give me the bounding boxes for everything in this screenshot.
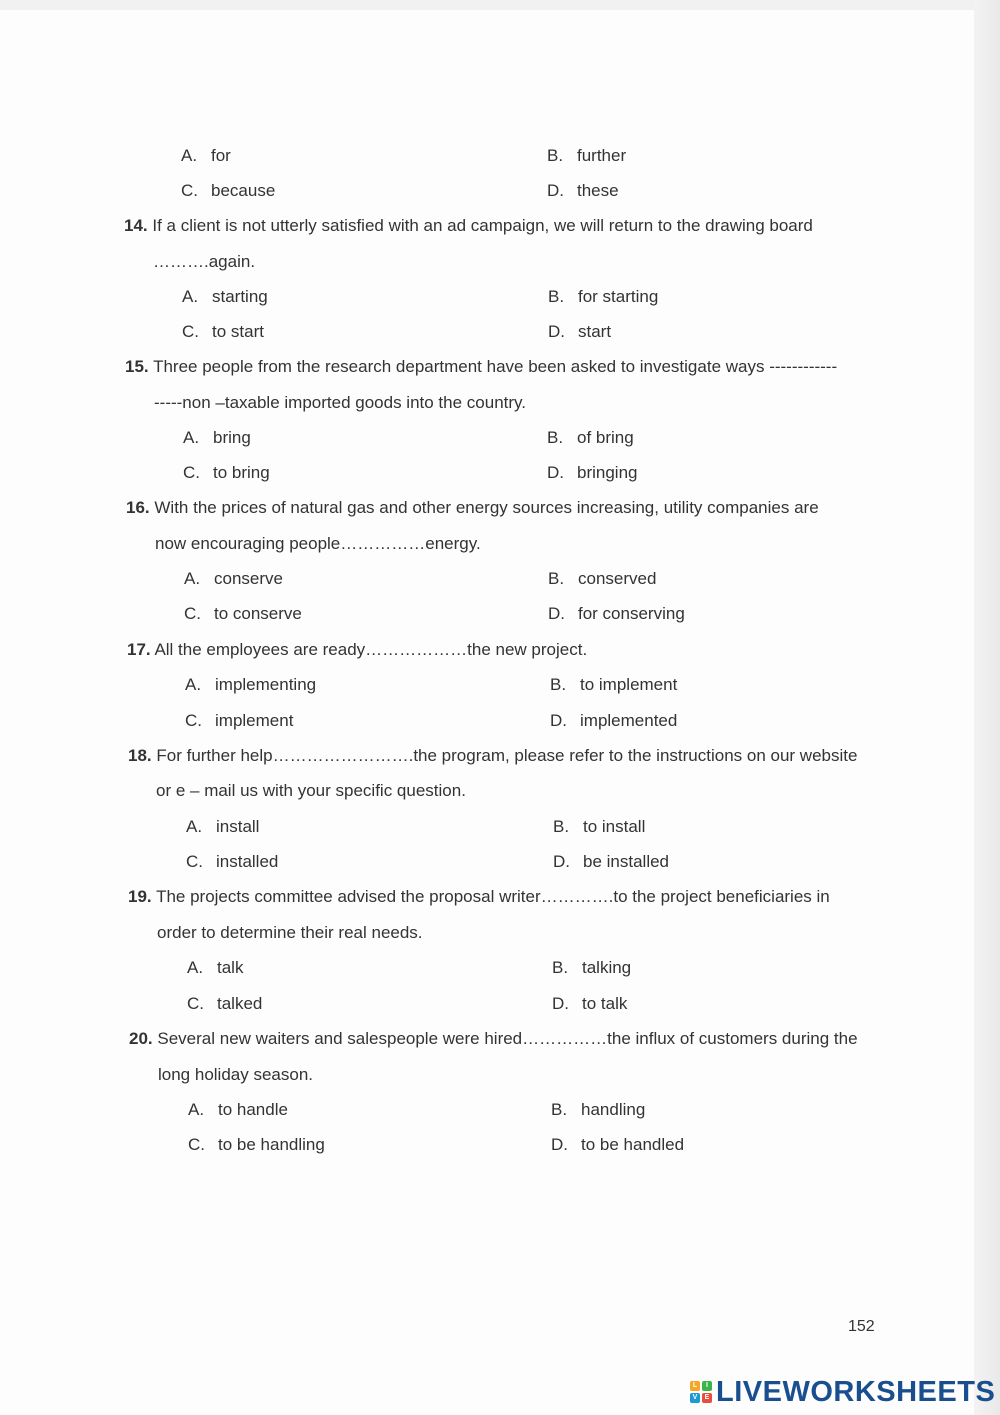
option-text: conserved xyxy=(578,569,657,588)
q15-option-c[interactable] xyxy=(183,462,270,484)
option-letter: D. xyxy=(552,994,569,1013)
q13-option-a[interactable] xyxy=(181,145,231,167)
q13-option-b[interactable] xyxy=(547,145,626,167)
question-number: 15. xyxy=(125,357,149,376)
q16-option-a[interactable] xyxy=(184,568,283,590)
option-text: starting xyxy=(212,287,268,306)
option-text: handling xyxy=(581,1100,646,1119)
q16-option-c[interactable] xyxy=(184,603,302,625)
option-letter: B. xyxy=(553,817,570,836)
page-number: 152 xyxy=(848,1318,875,1335)
option-letter: C. xyxy=(188,1135,205,1154)
q19-option-a[interactable] xyxy=(187,957,243,979)
q15-option-b[interactable] xyxy=(547,427,634,449)
option-letter: D. xyxy=(548,604,565,623)
question-text: If a client is not utterly satisfied with an ad campaign, we will return to the drawing board xyxy=(152,216,813,235)
question-17-line-1 xyxy=(127,639,587,661)
option-text: talked xyxy=(217,994,263,1013)
question-16-line-2: now encouraging people……………energy. xyxy=(155,534,481,553)
option-letter: C. xyxy=(181,181,198,200)
question-text: For further help…………………….the program, please refer to the instructions on our website xyxy=(156,746,858,765)
logo-text: LIVEWORKSHEETS xyxy=(716,1375,996,1408)
option-letter: B. xyxy=(548,287,565,306)
q13-option-d[interactable] xyxy=(547,180,619,202)
option-text: of bring xyxy=(577,428,634,447)
question-text: All the employees are ready………………the new project. xyxy=(154,640,588,659)
option-text: bringing xyxy=(577,463,638,482)
option-text: to be handled xyxy=(581,1135,685,1154)
q15-option-d[interactable] xyxy=(547,462,638,484)
liveworksheets-logo[interactable] xyxy=(690,1374,995,1410)
option-letter: D. xyxy=(547,463,564,482)
option-letter: A. xyxy=(184,569,201,588)
question-text: With the prices of natural gas and other energy sources increasing, utility companies are xyxy=(154,498,819,517)
question-text: Three people from the research department have been asked to investigate ways ------------ xyxy=(153,357,838,376)
option-text: to be handling xyxy=(218,1135,325,1154)
option-letter: C. xyxy=(187,994,204,1013)
option-letter: C. xyxy=(186,852,203,871)
option-letter: D. xyxy=(550,711,567,730)
q17-option-d[interactable] xyxy=(550,710,677,732)
option-letter: A. xyxy=(183,428,200,447)
scan-edge-right xyxy=(974,0,1000,1415)
liveworksheets-mark-icon xyxy=(690,1381,712,1403)
option-letter: B. xyxy=(548,569,565,588)
option-text: implementing xyxy=(215,675,317,694)
option-letter: D. xyxy=(547,181,564,200)
option-text: for xyxy=(211,146,231,165)
q14-option-a[interactable] xyxy=(182,286,268,308)
option-text: for conserving xyxy=(578,604,685,623)
q16-option-b[interactable] xyxy=(548,568,656,590)
option-letter: A. xyxy=(187,958,204,977)
option-letter: C. xyxy=(183,463,200,482)
q20-option-b[interactable] xyxy=(551,1099,645,1121)
option-letter: C. xyxy=(184,604,201,623)
option-letter: A. xyxy=(186,817,203,836)
q18-option-b[interactable] xyxy=(553,816,645,838)
q14-option-d[interactable] xyxy=(548,321,611,343)
q13-option-c[interactable] xyxy=(181,180,275,202)
option-text: implemented xyxy=(580,711,678,730)
option-letter: B. xyxy=(550,675,567,694)
option-text: these xyxy=(577,181,619,200)
q19-option-c[interactable] xyxy=(187,993,262,1015)
option-text: be installed xyxy=(583,852,670,871)
option-text: to bring xyxy=(213,463,270,482)
q17-option-a[interactable] xyxy=(185,674,316,696)
q17-option-c[interactable] xyxy=(185,710,293,732)
option-text: to start xyxy=(212,322,264,341)
mark-tile-e: E xyxy=(702,1393,712,1403)
q16-option-d[interactable] xyxy=(548,603,685,625)
question-16-line-1 xyxy=(126,497,819,519)
question-14-line-1 xyxy=(124,215,813,237)
option-letter: B. xyxy=(547,146,564,165)
option-letter: B. xyxy=(547,428,564,447)
question-number: 20. xyxy=(129,1029,153,1048)
q18-option-c[interactable] xyxy=(186,851,278,873)
option-text: bring xyxy=(213,428,251,447)
option-letter: C. xyxy=(185,711,202,730)
question-number: 14. xyxy=(124,216,148,235)
question-19-line-1 xyxy=(128,886,830,908)
question-number: 17. xyxy=(127,640,151,659)
option-letter: A. xyxy=(182,287,199,306)
option-letter: D. xyxy=(548,322,565,341)
question-20-line-1 xyxy=(129,1028,858,1050)
q20-option-c[interactable] xyxy=(188,1134,325,1156)
option-text: to implement xyxy=(580,675,678,694)
option-letter: A. xyxy=(185,675,202,694)
option-text: for starting xyxy=(578,287,659,306)
scan-edge-top xyxy=(0,0,1000,10)
option-letter: A. xyxy=(188,1100,205,1119)
question-number: 16. xyxy=(126,498,150,517)
option-letter: B. xyxy=(552,958,569,977)
option-text: to conserve xyxy=(214,604,302,623)
q18-option-a[interactable] xyxy=(186,816,259,838)
option-letter: D. xyxy=(553,852,570,871)
question-number: 18. xyxy=(128,746,152,765)
option-text: install xyxy=(216,817,260,836)
option-letter: A. xyxy=(181,146,198,165)
q14-option-b[interactable] xyxy=(548,286,658,308)
question-18-line-1 xyxy=(128,745,857,767)
option-text: installed xyxy=(216,852,279,871)
question-14-line-2: ……….again. xyxy=(153,252,256,271)
option-text: talk xyxy=(217,958,244,977)
option-text: to install xyxy=(583,817,646,836)
q19-option-d[interactable] xyxy=(552,993,627,1015)
q20-option-d[interactable] xyxy=(551,1134,684,1156)
option-text: conserve xyxy=(214,569,283,588)
question-20-line-2: long holiday season. xyxy=(158,1065,314,1084)
q15-option-a[interactable] xyxy=(183,427,251,449)
option-text: to handle xyxy=(218,1100,288,1119)
question-text: Several new waiters and salespeople were hired……………the influx of customers during the xyxy=(157,1029,858,1048)
q17-option-b[interactable] xyxy=(550,674,677,696)
question-number: 19. xyxy=(128,887,152,906)
mark-tile-i: I xyxy=(702,1381,712,1391)
question-15-line-2: -----non –taxable imported goods into the country. xyxy=(154,393,526,412)
option-letter: C. xyxy=(182,322,199,341)
q18-option-d[interactable] xyxy=(553,851,669,873)
mark-tile-v: V xyxy=(690,1393,700,1403)
question-15-line-1 xyxy=(125,356,837,378)
option-text: to talk xyxy=(582,994,628,1013)
option-letter: D. xyxy=(551,1135,568,1154)
question-18-line-2: or e – mail us with your specific question. xyxy=(156,781,466,800)
mark-tile-l: L xyxy=(690,1381,700,1391)
option-text: implement xyxy=(215,711,294,730)
q20-option-a[interactable] xyxy=(188,1099,288,1121)
question-text: The projects committee advised the proposal writer………….to the project beneficiaries in xyxy=(156,887,830,906)
option-text: because xyxy=(211,181,276,200)
q19-option-b[interactable] xyxy=(552,957,631,979)
option-text: start xyxy=(578,322,612,341)
option-text: talking xyxy=(582,958,632,977)
option-text: further xyxy=(577,146,627,165)
q14-option-c[interactable] xyxy=(182,321,264,343)
question-19-line-2: order to determine their real needs. xyxy=(157,923,423,942)
option-letter: B. xyxy=(551,1100,568,1119)
